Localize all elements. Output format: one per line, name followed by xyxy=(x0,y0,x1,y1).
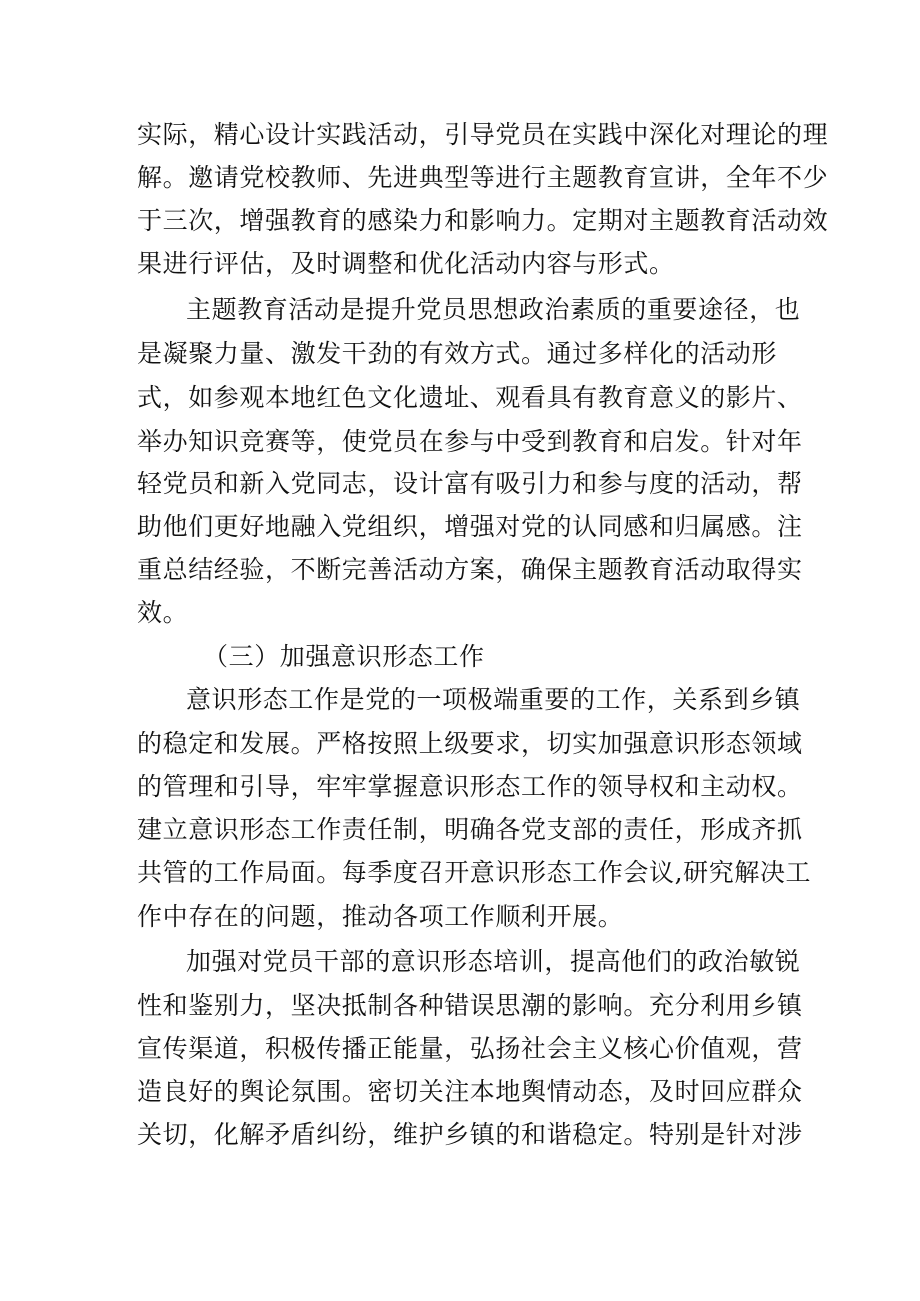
text-line: 举办知识竞赛等，使党员在参与中受到教育和启发。针对年 xyxy=(137,427,803,456)
text-line: 效。 xyxy=(137,598,189,627)
text-line: 式，如参观本地红色文化遗址、观看具有教育意义的影片、 xyxy=(137,383,803,412)
text-line: 解。邀请党校教师、先进典型等进行主题教育宣讲，全年不少 xyxy=(137,163,829,192)
text-line: 助他们更好地融入党组织，增强对党的认同感和归属感。注 xyxy=(137,512,803,541)
text-line: 轻党员和新入党同志，设计富有吸引力和参与度的活动，帮 xyxy=(137,469,803,498)
text-line: 的管理和引导，牢牢掌握意识形态工作的领导权和主动权。 xyxy=(137,772,803,801)
text-line: 是凝聚力量、激发干劲的有效方式。通过多样化的活动形 xyxy=(137,339,778,368)
text-line: 加强对党员干部的意识形态培训，提高他们的政治敏锐 xyxy=(186,947,801,976)
text-line: 主题教育活动是提升党员思想政治素质的重要途径，也 xyxy=(186,295,801,324)
section-heading: （三）加强意识形态工作 xyxy=(203,642,485,671)
text-line: 实际，精心设计实践活动，引导党员在实践中深化对理论的理 xyxy=(137,120,829,149)
text-line: 果进行评估，及时调整和优化活动内容与形式。 xyxy=(137,249,675,278)
text-line: 关切，化解矛盾纠纷，维护乡镇的和谐稳定。特别是针对涉 xyxy=(137,1120,803,1149)
text-line: 建立意识形态工作责任制，明确各党支部的责任，形成齐抓 xyxy=(137,815,803,844)
text-line: 重总结经验，不断完善活动方案，确保主题教育活动取得实 xyxy=(137,555,803,584)
text-line: 造良好的舆论氛围。密切关注本地舆情动态，及时回应群众 xyxy=(137,1077,803,1106)
text-line: 共管的工作局面。每季度召开意识形态工作会议,研究解决工 xyxy=(137,858,812,887)
text-line: 宣传渠道，积极传播正能量，弘扬社会主义核心价值观，营 xyxy=(137,1034,803,1063)
text-line: 性和鉴别力，坚决抵制各种错误思潮的影响。充分利用乡镇 xyxy=(137,991,803,1020)
text-line: 的稳定和发展。严格按照上级要求，切实加强意识形态领域 xyxy=(137,729,803,758)
text-line: 意识形态工作是党的一项极端重要的工作，关系到乡镇 xyxy=(186,685,801,714)
text-line: 作中存在的问题，推动各项工作顺利开展。 xyxy=(137,902,624,931)
text-line: 于三次，增强教育的感染力和影响力。定期对主题教育活动效 xyxy=(137,206,829,235)
